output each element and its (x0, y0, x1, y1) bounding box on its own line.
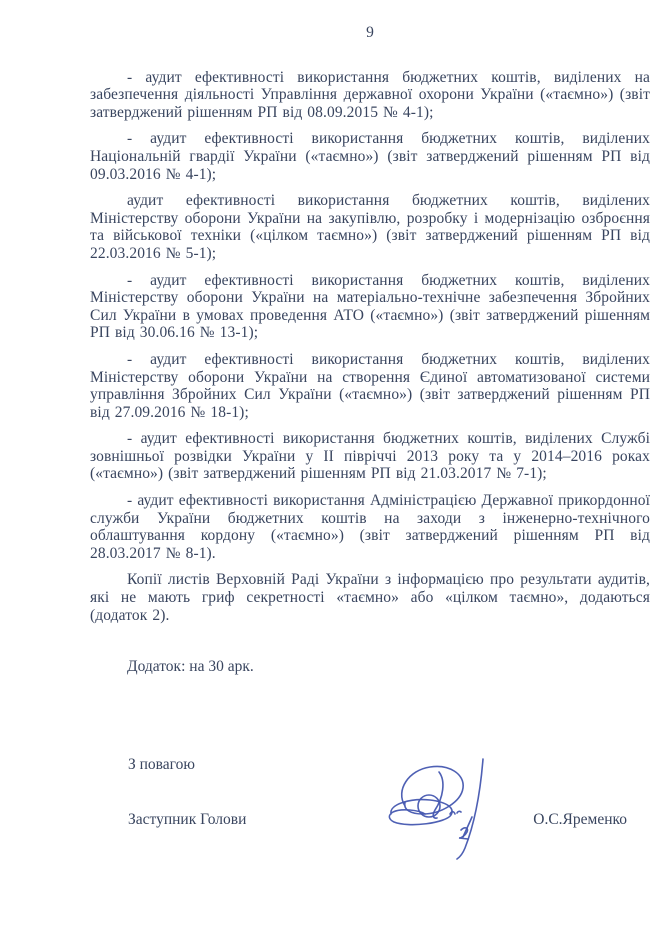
audit-item-1: - аудит ефективності використання бюджетних коштів, виділених на забезпечення діяльності Управління державної охорони України («таємно») (звіт затверджений рішенням РП від 08.09.2015 № 4-1); (90, 68, 650, 121)
copies-note: Копії листів Верховній Раді України з інформацією про результати аудитів, які не мають гриф секретності «таємно» або «цілком таємно», додаються (додаток 2). (90, 571, 650, 624)
attachment-note: Додаток: на 30 арк. (127, 658, 254, 676)
signature-row (90, 811, 650, 829)
audit-item-5: - аудит ефективності використання бюджетних коштів, виділених Міністерству оборони України на створення Єдиної автоматизованої системи управління Збройних Сил України («таємно») (звіт затверджений рішенням РП від 27.09.2016 № 18-1); (90, 350, 650, 421)
page-number: 9 (366, 24, 374, 41)
audit-item-7: - аудит ефективності використання Адміністрацією Державної прикордонної служби України бюджетних коштів на заходи з інженерно-технічного облаштування кордону («таємно») (звіт затверджений рішенням РП від 28.03.2017 № 8-1). (90, 492, 650, 562)
document-body (90, 69, 650, 625)
audit-item-4: - аудит ефективності використання бюджетних коштів, виділених Міністерству оборони України на матеріально-технічне забезпечення Збройних Сил України в умовах проведення АТО («таємно») (звіт затверджений рішенням РП від 30.06.16 № 13-1); (90, 271, 650, 342)
closing-salutation: З повагою (128, 755, 195, 773)
audit-item-3: аудит ефективності використання бюджетних коштів, виділених Міністерству оборони України на закупівлю, розробку і модернізацію озброєння та військової техніки («цілком таємно») (звіт затверджений рішенням РП від 22.03.2016 № 5-1); (90, 192, 650, 262)
audit-item-6: - аудит ефективності використання бюджетних коштів, виділених Службі зовнішньої розвідки України у II півріччі 2013 року та у 2014–2016 роках («таємно») (звіт затверджений рішенням РП від 21.03.2017 № 7-1); (90, 430, 650, 483)
signer-name: О.С.Яременко (533, 811, 627, 829)
signer-title: Заступник Голови (128, 811, 247, 829)
audit-item-2: - аудит ефективності використання бюджетних коштів, виділених Національній гвардії України («таємно») (звіт затверджений рішенням РП від 09.03.2016 № 4-1); (90, 130, 650, 183)
